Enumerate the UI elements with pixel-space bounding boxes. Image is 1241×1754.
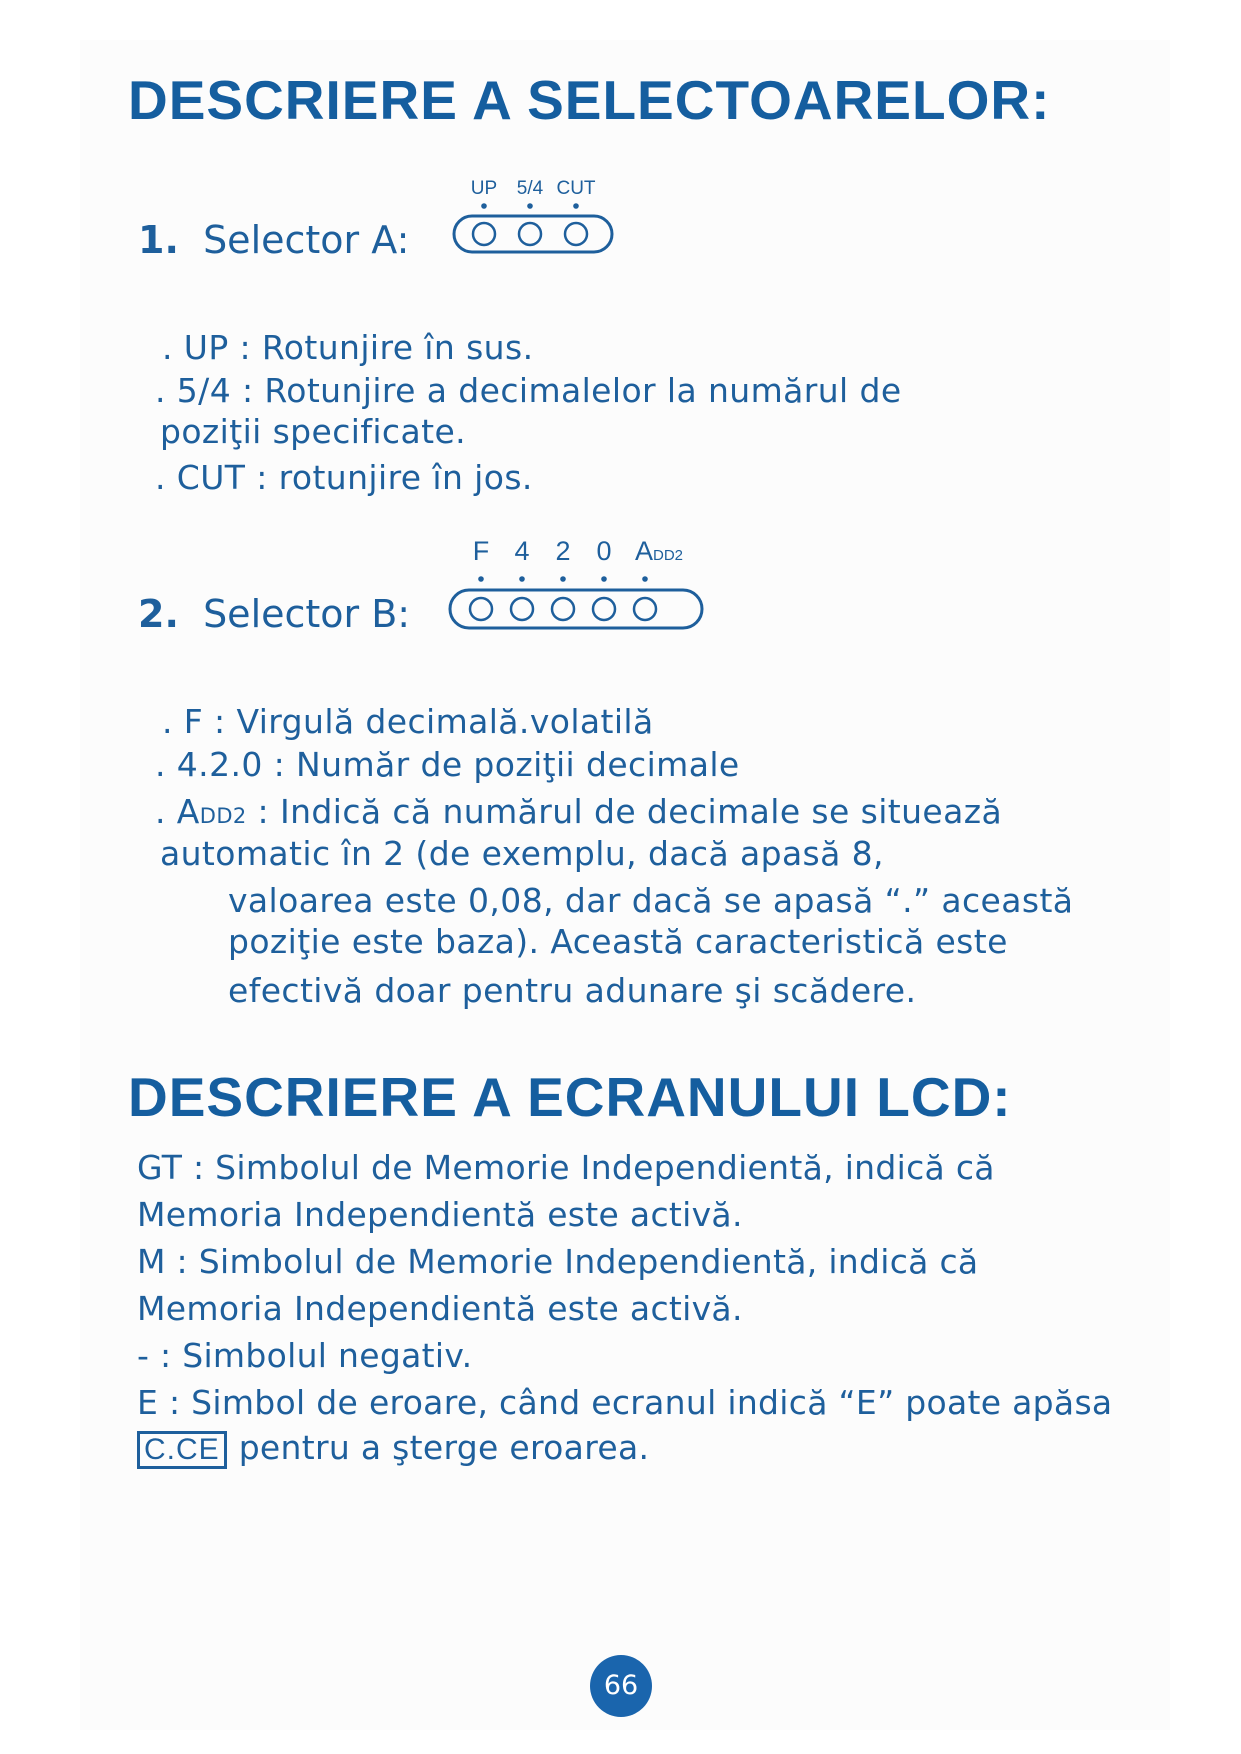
selector-b-add2-cont-2: valoarea este 0,08, dar dacă se apasă “.” această <box>228 881 1074 920</box>
selector-b-track <box>450 590 702 628</box>
lcd-gt-line-2: Memoria Independientă este activă. <box>137 1195 743 1234</box>
selector-a-pos-54: 5/4 <box>516 178 544 199</box>
selectors-heading: DESCRIERE A SELECTOARELOR: <box>128 69 1051 131</box>
cce-key-icon: C.CE <box>137 1431 227 1469</box>
selector-b-dot-5 <box>642 576 648 582</box>
selector-a-dot-3 <box>573 203 579 209</box>
selector-a-text: Selector A: <box>203 218 410 262</box>
selector-b-label <box>138 592 410 636</box>
selector-b-item-f: . F : Virgulă decimală.volatilă <box>162 702 654 741</box>
selector-b-slot-1 <box>470 598 492 620</box>
selector-a-slot-3 <box>565 223 587 245</box>
selector-b-pos-4: 4 <box>514 536 530 566</box>
selector-b-pos-add2: ADD2 <box>635 536 684 566</box>
lcd-negative-line: - : Simbolul negativ. <box>137 1336 473 1375</box>
selector-a-pos-up: UP <box>470 178 498 199</box>
selector-b-slot-3 <box>552 598 574 620</box>
lcd-heading: DESCRIERE A ECRANULUI LCD: <box>128 1066 1012 1128</box>
selector-b-add2-cont-3: poziţie este baza). Această caracteristică este <box>228 922 1008 961</box>
selector-a-item-up: . UP : Rotunjire în sus. <box>162 328 534 367</box>
selector-b-slot-2 <box>511 598 533 620</box>
selector-a-pos-cut: CUT <box>556 178 596 199</box>
selector-a-item-54: . 5/4 : Rotunjire a decimalelor la numărul de <box>155 371 902 410</box>
lcd-m-line-2: Memoria Independientă este activă. <box>137 1289 743 1328</box>
selector-a-dot-2 <box>527 203 533 209</box>
selector-b-dot-2 <box>519 576 525 582</box>
selector-a-number: 1. <box>138 218 179 262</box>
selector-a-slot-2 <box>519 223 541 245</box>
page-number-badge: 66 <box>590 1655 652 1717</box>
selector-a-slot-1 <box>473 223 495 245</box>
selector-b-dot-1 <box>478 576 484 582</box>
selector-b-pos-f: F <box>472 536 490 566</box>
lcd-error-cont: pentru a şterge eroarea. <box>238 1428 650 1467</box>
lcd-gt-line-1: GT : Simbolul de Memorie Independientă, indică că <box>137 1148 995 1187</box>
selector-b-add2-cont-1: automatic în 2 (de exemplu, dacă apasă 8, <box>160 834 884 873</box>
lcd-error-line: E : Simbol de eroare, când ecranul indică “E” poate apăsa <box>137 1383 1113 1422</box>
selector-a-dot-1 <box>481 203 487 209</box>
selector-b-switch-diagram <box>445 534 715 639</box>
selector-a-item-cut: . CUT : rotunjire în jos. <box>155 458 533 497</box>
selector-b-item-420: . 4.2.0 : Număr de poziţii decimale <box>155 745 740 784</box>
selector-b-slot-4 <box>593 598 615 620</box>
selector-b-dot-4 <box>601 576 607 582</box>
selector-b-item-add2: . ADD2 : Indică că numărul de decimale se situează <box>155 792 1003 831</box>
lcd-error-line-2 <box>137 1428 649 1469</box>
selector-a-track <box>454 216 612 252</box>
selector-a-label <box>138 218 409 262</box>
selector-a-item-54-cont: poziţii specificate. <box>160 412 467 451</box>
selector-a-switch-diagram <box>450 172 620 264</box>
selector-b-number: 2. <box>138 592 179 636</box>
selector-b-slot-5 <box>634 598 656 620</box>
selector-b-dot-3 <box>560 576 566 582</box>
selector-b-text: Selector B: <box>203 592 411 636</box>
selector-b-pos-0: 0 <box>596 536 612 566</box>
selector-b-add2-cont-4: efectivă doar pentru adunare şi scădere. <box>228 971 917 1010</box>
selector-b-pos-2: 2 <box>555 536 571 566</box>
lcd-m-line-1: M : Simbolul de Memorie Independientă, indică că <box>137 1242 979 1281</box>
